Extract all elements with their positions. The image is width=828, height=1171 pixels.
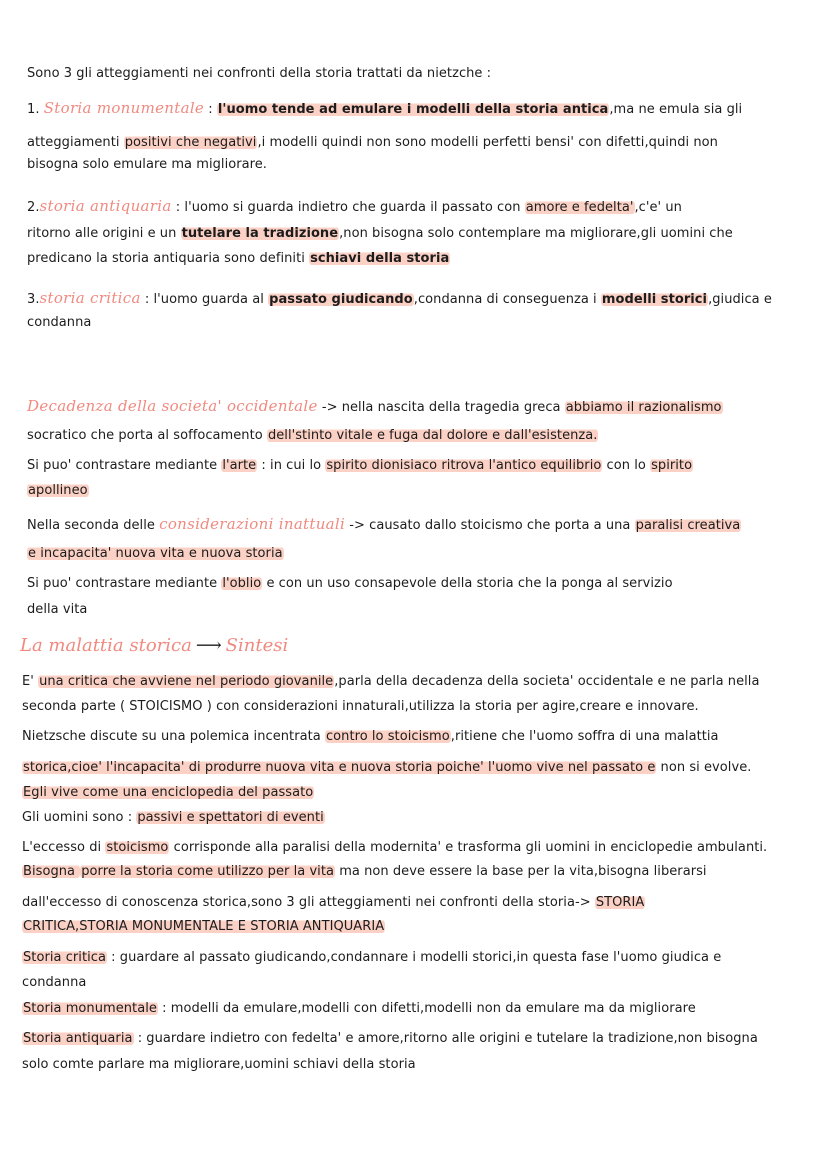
highlight: modelli storici bbox=[601, 292, 708, 307]
text: ,ritiene che l'uomo soffra di una malattia bbox=[450, 729, 719, 744]
highlight: passivi e spettatori di eventi bbox=[137, 810, 324, 825]
text: predicano la storia antiquaria sono definiti bbox=[27, 251, 310, 266]
text: con lo bbox=[602, 458, 651, 473]
text: : modelli da emulare,modelli con difetti,modelli non da emulare ma da migliorare bbox=[157, 1001, 696, 1016]
long-arrow-icon: ⟶ bbox=[195, 635, 222, 656]
highlight: paralisi creativa bbox=[635, 518, 741, 533]
sintesi-line-4 bbox=[22, 758, 751, 778]
highlight: STORIA bbox=[595, 895, 645, 910]
highlight: passato giudicando bbox=[269, 292, 413, 307]
decadenza-line-3 bbox=[27, 456, 693, 476]
sintesi-line-8 bbox=[22, 862, 707, 882]
text: Gli uomini sono : bbox=[22, 810, 137, 825]
text: atteggiamenti bbox=[27, 135, 124, 150]
decadenza-line-4 bbox=[27, 481, 89, 501]
highlight: abbiamo il razionalismo bbox=[565, 400, 722, 415]
monumentale-line-3: bisogna solo emulare ma migliorare. bbox=[27, 157, 267, 172]
sintesi-line-7 bbox=[22, 838, 767, 858]
text: ritorno alle origini e un bbox=[27, 226, 181, 241]
item-number: 3. bbox=[27, 292, 40, 307]
sintesi-line-11 bbox=[22, 948, 721, 968]
highlight: apollineo bbox=[28, 483, 88, 498]
heading-title: La malattia storica bbox=[20, 635, 192, 656]
highlight: l'uomo tende ad emulare i modelli della storia antica bbox=[217, 102, 609, 117]
highlight: schiavi della storia bbox=[310, 251, 450, 266]
highlight: positivi che negativi bbox=[124, 135, 257, 150]
monumentale-line-1 bbox=[27, 98, 742, 120]
text: -> nella nascita della tragedia greca bbox=[317, 400, 565, 415]
highlight: spirito bbox=[651, 458, 693, 473]
text: dall'eccesso di conoscenza storica,sono 3 gli atteggiamenti nei confronti della storia-> bbox=[22, 895, 595, 910]
sintesi-line-14 bbox=[22, 1029, 758, 1049]
highlight: dell'stinto vitale e fuga dal dolore e dall'esistenza. bbox=[267, 428, 598, 443]
text: Nella seconda delle bbox=[27, 518, 160, 533]
text: ,giudica e bbox=[708, 292, 772, 307]
highlight: Storia monumentale bbox=[23, 1001, 157, 1016]
sintesi-line-1 bbox=[22, 672, 759, 692]
text: ,non bisogna solo contemplare ma migliorare,gli uomini che bbox=[339, 226, 733, 241]
critica-line-2: condanna bbox=[27, 315, 92, 330]
highlight: spirito dionisiaco ritrova l'antico equilibrio bbox=[326, 458, 602, 473]
highlight: Bisogna bbox=[23, 864, 80, 879]
sintesi-line-13 bbox=[22, 999, 696, 1019]
highlight: CRITICA,STORIA MONUMENTALE E STORIA ANTIQUARIA bbox=[23, 919, 385, 934]
monumentale-line-2 bbox=[27, 133, 718, 153]
sintesi-line-2: seconda parte ( STOICISMO ) con considerazioni innaturali,utilizza la storia per agire,creare e innovare. bbox=[22, 699, 699, 714]
highlight: l'arte bbox=[222, 458, 257, 473]
text: ,c'e' un bbox=[634, 200, 682, 215]
text: ,parla della decadenza della societa' occidentale e ne parla nella bbox=[334, 674, 760, 689]
text: ,i modelli quindi non sono modelli perfetti bensi' con difetti,quindi non bbox=[257, 135, 718, 150]
text: L'eccesso di bbox=[22, 840, 106, 855]
highlight: una critica che avviene nel periodo giovanile bbox=[39, 674, 334, 689]
term-storia-monumentale: Storia monumentale bbox=[43, 99, 205, 117]
highlight: tutelare la tradizione bbox=[181, 226, 339, 241]
highlight: l'oblio bbox=[222, 576, 262, 591]
sintesi-line-12: condanna bbox=[22, 975, 87, 990]
text: corrisponde alla paralisi della modernita' e trasforma gli uomini in enciclopedie ambulanti. bbox=[169, 840, 768, 855]
highlight: porre la storia come utilizzo per la vita bbox=[81, 864, 335, 879]
text: non si evolve. bbox=[656, 760, 752, 775]
text: : l'uomo si guarda indietro che guarda il passato con bbox=[171, 200, 525, 215]
decadenza-line-6 bbox=[27, 544, 284, 564]
item-number: 2. bbox=[27, 200, 40, 215]
highlight: Egli vive come una enciclopedia del passato bbox=[23, 785, 314, 800]
text: Si puo' contrastare mediante bbox=[27, 576, 222, 591]
sintesi-line-15: solo comte parlare ma migliorare,uomini schiavi della storia bbox=[22, 1057, 416, 1072]
text: -> causato dallo stoicismo che porta a una bbox=[345, 518, 635, 533]
text: : l'uomo guarda al bbox=[140, 292, 269, 307]
text: Nietzsche discute su una polemica incentrata bbox=[22, 729, 325, 744]
text: : bbox=[204, 102, 217, 117]
text: ,ma ne emula sia gli bbox=[609, 102, 743, 117]
sintesi-line-6 bbox=[22, 808, 325, 828]
highlight: stoicismo bbox=[106, 840, 169, 855]
intro-line: Sono 3 gli atteggiamenti nei confronti della storia trattati da nietzche : bbox=[27, 66, 492, 81]
antiquaria-line-3 bbox=[27, 249, 450, 269]
highlight: e incapacita' nuova vita e nuova storia bbox=[28, 546, 283, 561]
antiquaria-line-1 bbox=[27, 196, 682, 218]
text: : in cui lo bbox=[257, 458, 326, 473]
text: E' bbox=[22, 674, 39, 689]
section-heading bbox=[20, 634, 288, 658]
highlight: Storia critica bbox=[23, 950, 106, 965]
text: Si puo' contrastare mediante bbox=[27, 458, 222, 473]
decadenza-line-2 bbox=[27, 426, 598, 446]
decadenza-line-7 bbox=[27, 574, 673, 594]
sintesi-line-10 bbox=[22, 917, 385, 937]
decadenza-line-1 bbox=[27, 396, 723, 418]
highlight: contro lo stoicismo bbox=[325, 729, 450, 744]
sintesi-line-9 bbox=[22, 893, 645, 913]
sintesi-line-3 bbox=[22, 727, 719, 747]
text: ma non deve essere la base per la vita,bisogna liberarsi bbox=[335, 864, 707, 879]
decadenza-line-8: della vita bbox=[27, 602, 88, 617]
sintesi-line-5 bbox=[22, 783, 314, 803]
term-decadenza: Decadenza della societa' occidentale bbox=[27, 397, 318, 415]
text: : guardare al passato giudicando,condannare i modelli storici,in questa fase l'uomo giudica e bbox=[107, 950, 722, 965]
text: socratico che porta al soffocamento bbox=[27, 428, 267, 443]
text: ,condanna di conseguenza i bbox=[413, 292, 601, 307]
text: e con un uso consapevole della storia che la ponga al servizio bbox=[262, 576, 673, 591]
term-storia-antiquaria: storia antiquaria bbox=[39, 197, 172, 215]
heading-subtitle: Sintesi bbox=[225, 635, 289, 656]
highlight: amore e fedelta' bbox=[525, 200, 634, 215]
item-number: 1. bbox=[27, 102, 40, 117]
critica-line-1 bbox=[27, 288, 772, 310]
decadenza-line-5 bbox=[27, 514, 741, 536]
term-considerazioni-inattuali: considerazioni inattuali bbox=[159, 515, 346, 533]
antiquaria-line-2 bbox=[27, 224, 733, 244]
highlight: storica,cioe' l'incapacita' di produrre nuova vita e nuova storia poiche' l'uomo vive nel passato e bbox=[23, 760, 656, 775]
term-storia-critica: storia critica bbox=[39, 289, 141, 307]
highlight: Storia antiquaria bbox=[23, 1031, 133, 1046]
text: : guardare indietro con fedelta' e amore,ritorno alle origini e tutelare la tradizione,non bisogna bbox=[133, 1031, 758, 1046]
